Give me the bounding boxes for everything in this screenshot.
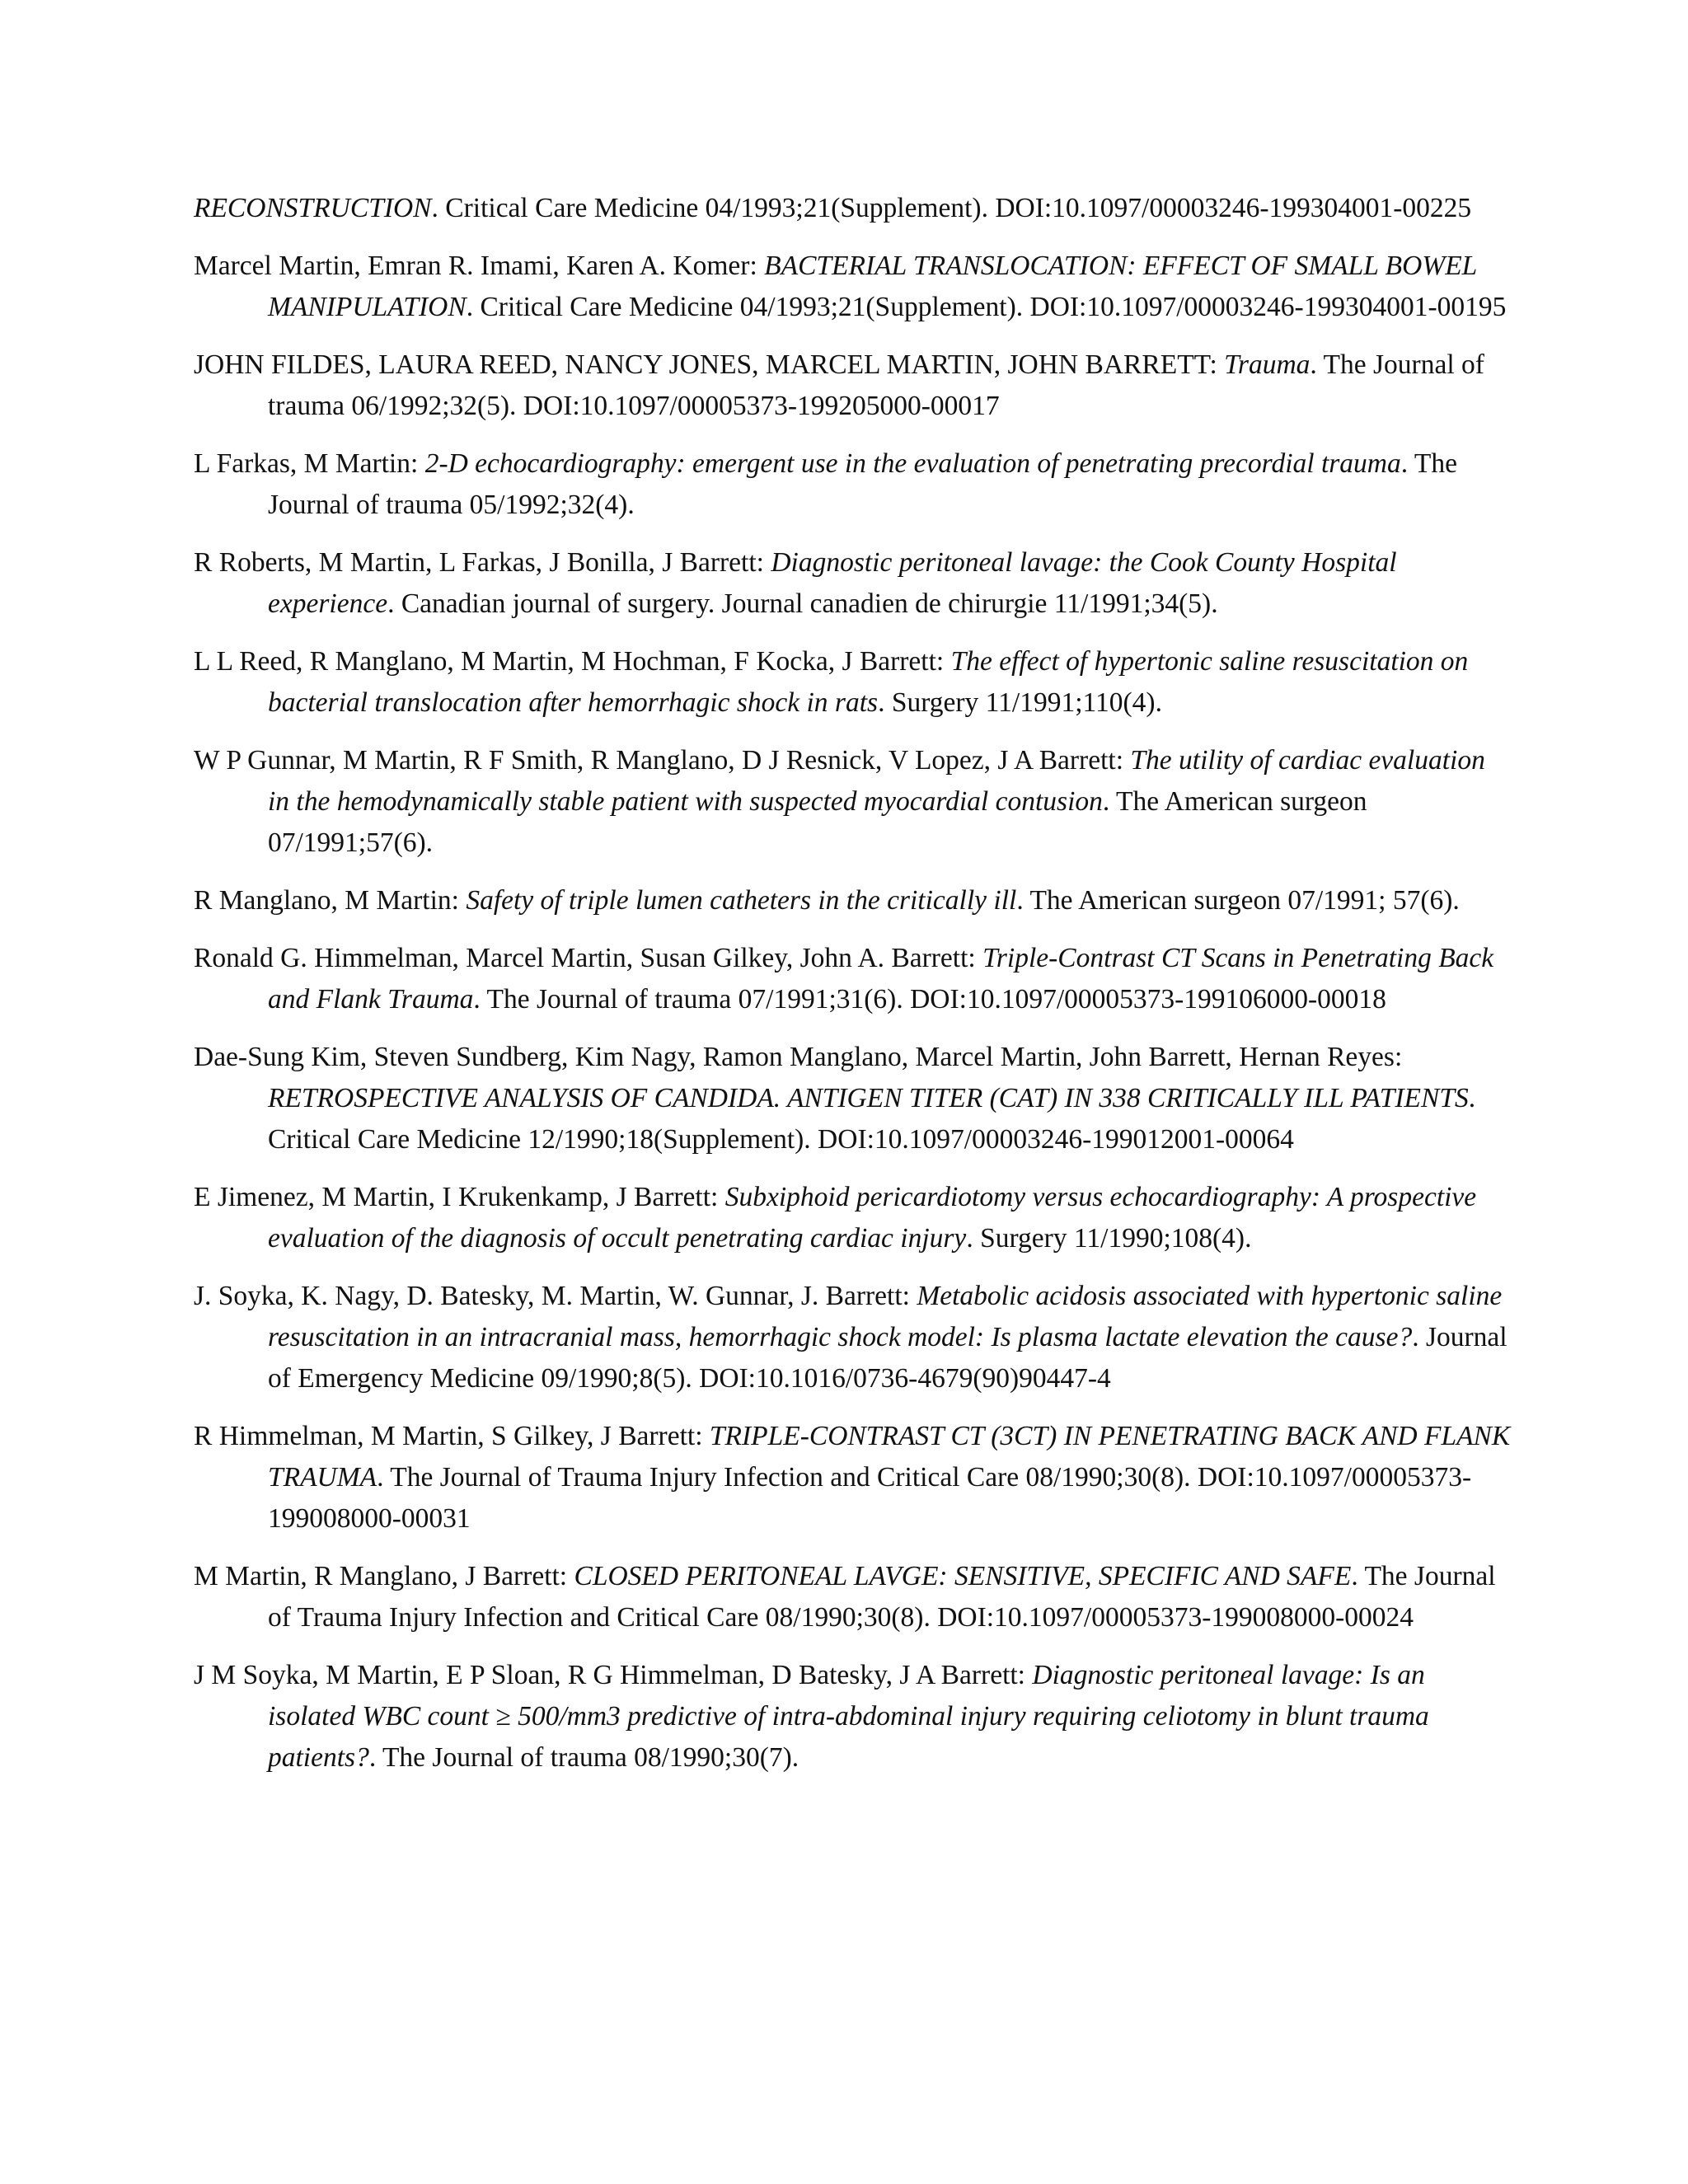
reference-title: Metabolic acidosis associated with hypertonic saline resuscitation in an intracranial mass, hemorrhagic shock model: Is plasma lactate elevation the cause? <box>268 1281 1503 1352</box>
reference-authors: W P Gunnar, M Martin, R F Smith, R Manglano, D J Resnick, V Lopez, J A Barrett: <box>194 745 1131 776</box>
reference-title: The utility of cardiac evaluation in the hemodynamically stable patient with suspected myocardial contusion <box>268 745 1485 817</box>
reference-source: The Journal of trauma 07/1991;31(6). DOI:10.1097/00005373-199106000-00018 <box>480 984 1386 1015</box>
reference-title: Subxiphoid pericardiotomy versus echocardiography: A prospective evaluation of the diagnosis of occult penetrating cardiac injury <box>268 1182 1477 1254</box>
reference-entry <box>194 880 1512 921</box>
reference-title: CLOSED PERITONEAL LAVGE: SENSITIVE, SPECIFIC AND SAFE <box>574 1561 1352 1591</box>
reference-list <box>194 188 1512 1795</box>
reference-separator: . <box>431 193 438 223</box>
reference-title: 2-D echocardiography: emergent use in the evaluation of penetrating precordial trauma <box>424 448 1401 479</box>
reference-source: The Journal of trauma 05/1992;32(4). <box>268 448 1457 520</box>
reference-authors: J. Soyka, K. Nagy, D. Batesky, M. Martin, W. Gunnar, J. Barrett: <box>194 1281 917 1311</box>
reference-entry <box>194 1177 1512 1259</box>
reference-title: Diagnostic peritoneal lavage: the Cook County Hospital experience <box>268 547 1397 619</box>
reference-entry <box>194 344 1512 427</box>
reference-entry <box>194 1556 1512 1638</box>
reference-source: The Journal of Trauma Injury Infection and Critical Care 08/1990;30(8). DOI:10.1097/00005373-199008000-00024 <box>268 1561 1496 1633</box>
reference-title: TRIPLE-CONTRAST CT (3CT) IN PENETRATING BACK AND FLANK TRAUMA <box>268 1421 1511 1493</box>
reference-separator: . <box>1102 786 1110 817</box>
reference-entry <box>194 938 1512 1020</box>
reference-entry <box>194 1037 1512 1160</box>
reference-separator: . <box>368 1742 377 1773</box>
reference-separator: . <box>1351 1561 1358 1591</box>
reference-title: BACTERIAL TRANSLOCATION: EFFECT OF SMALL BOWEL MANIPULATION <box>268 251 1477 322</box>
reference-authors: E Jimenez, M Martin, I Krukenkamp, J Barrett: <box>194 1182 725 1212</box>
reference-authors: Marcel Martin, Emran R. Imami, Karen A. Komer: <box>194 251 765 281</box>
reference-source: Surgery 11/1990;108(4). <box>973 1223 1252 1254</box>
reference-entry <box>194 1416 1512 1540</box>
reference-separator: . <box>377 1462 384 1493</box>
reference-source: Critical Care Medicine 12/1990;18(Supplement). DOI:10.1097/00003246-199012001-00064 <box>268 1124 1294 1155</box>
reference-authors: M Martin, R Manglano, J Barrett: <box>194 1561 574 1591</box>
reference-source: The Journal of trauma 08/1990;30(7). <box>376 1742 799 1773</box>
reference-separator: . <box>1310 349 1317 380</box>
reference-entry <box>194 542 1512 625</box>
reference-source: Journal of Emergency Medicine 09/1990;8(5). DOI:10.1016/0736-4679(90)90447-4 <box>268 1322 1507 1394</box>
reference-authors: L L Reed, R Manglano, M Martin, M Hochman, F Kocka, J Barrett: <box>194 646 951 677</box>
reference-source: Surgery 11/1991;110(4). <box>884 687 1162 718</box>
reference-title: Trauma <box>1224 349 1311 380</box>
reference-title: The effect of hypertonic saline resuscitation on bacterial translocation after hemorrhagic shock in rats <box>268 646 1469 718</box>
reference-entry <box>194 246 1512 328</box>
reference-separator: . <box>1412 1322 1419 1352</box>
reference-entry <box>194 443 1512 526</box>
reference-separator: . <box>387 588 395 619</box>
reference-separator: . <box>966 1223 973 1254</box>
reference-authors: J M Soyka, M Martin, E P Sloan, R G Himmelman, D Batesky, J A Barrett: <box>194 1660 1033 1690</box>
reference-source: The Journal of Trauma Injury Infection and Critical Care 08/1990;30(8). DOI:10.1097/00005373-199008000-00031 <box>268 1462 1472 1534</box>
reference-source: Critical Care Medicine 04/1993;21(Supplement). DOI:10.1097/00003246-199304001-00195 <box>473 292 1507 322</box>
reference-entry <box>194 188 1512 229</box>
reference-authors: Dae-Sung Kim, Steven Sundberg, Kim Nagy, Ramon Manglano, Marcel Martin, John Barrett, Hernan Reyes: <box>194 1042 1403 1072</box>
reference-authors: JOHN FILDES, LAURA REED, NANCY JONES, MARCEL MARTIN, JOHN BARRETT: <box>194 349 1225 380</box>
reference-source: The American surgeon 07/1991;57(6). <box>268 786 1367 858</box>
reference-separator: . <box>1468 1083 1476 1113</box>
reference-title: RECONSTRUCTION <box>194 193 432 223</box>
reference-authors: L Farkas, M Martin: <box>194 448 425 479</box>
reference-source: Canadian journal of surgery. Journal canadien de chirurgie 11/1991;34(5). <box>394 588 1218 619</box>
reference-separator: . <box>1016 885 1024 916</box>
reference-separator: . <box>466 292 474 322</box>
reference-title: RETROSPECTIVE ANALYSIS OF CANDIDA. ANTIGEN TITER (CAT) IN 338 CRITICALLY ILL PATIENTS <box>268 1083 1469 1113</box>
reference-entry <box>194 641 1512 724</box>
reference-separator: . <box>473 984 481 1015</box>
reference-entry <box>194 1276 1512 1399</box>
reference-source: The Journal of trauma 06/1992;32(5). DOI:10.1097/00005373-199205000-00017 <box>268 349 1484 421</box>
reference-title: Triple-Contrast CT Scans in Penetrating Back and Flank Trauma <box>268 943 1494 1015</box>
reference-source: Critical Care Medicine 04/1993;21(Supplement). DOI:10.1097/00003246-199304001-00225 <box>438 193 1472 223</box>
reference-authors: R Himmelman, M Martin, S Gilkey, J Barrett: <box>194 1421 710 1451</box>
reference-source: The American surgeon 07/1991; 57(6). <box>1023 885 1460 916</box>
reference-entry <box>194 740 1512 864</box>
reference-authors: R Roberts, M Martin, L Farkas, J Bonilla, J Barrett: <box>194 547 771 578</box>
reference-title: Safety of triple lumen catheters in the critically ill <box>466 885 1017 916</box>
reference-authors: Ronald G. Himmelman, Marcel Martin, Susan Gilkey, John A. Barrett: <box>194 943 983 973</box>
reference-separator: . <box>878 687 885 718</box>
reference-authors: R Manglano, M Martin: <box>194 885 467 916</box>
reference-entry <box>194 1655 1512 1779</box>
reference-title: Diagnostic peritoneal lavage: Is an isolated WBC count ≥ 500/mm3 predictive of intra-abdominal injury requiring celiotomy in blunt trauma patients? <box>268 1660 1429 1773</box>
reference-separator: . <box>1400 448 1409 479</box>
